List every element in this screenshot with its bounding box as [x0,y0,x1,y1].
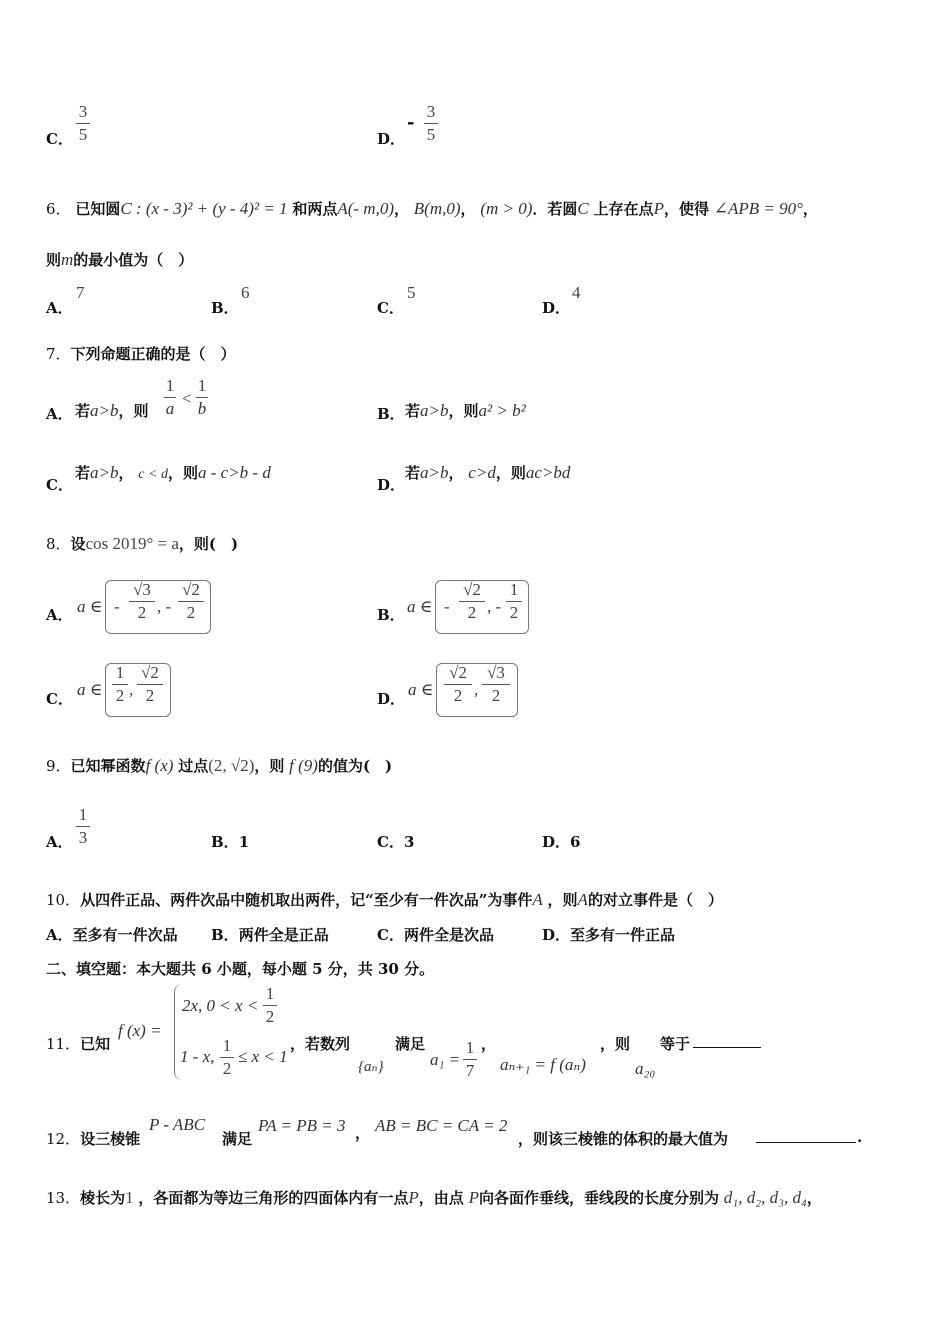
q7-option-b-text: 若a>b，则a² > b² [405,401,526,420]
q6-option-c-value: 5 [407,283,416,302]
q8-option-b-label: B． [377,606,405,624]
point-2-sqrt2: (2, √2) [208,756,255,775]
q12-number: 12． [46,1130,81,1148]
q11-number: 11． [46,1035,81,1053]
a1-equals: a₁ = [430,1050,461,1069]
q7-option-a-fraction-1: 1 a [165,376,175,418]
q8-option-a-prefix: a ∈ [77,597,103,616]
m-condition: (m > 0) [480,199,533,218]
q6-option-d-value: 4 [572,283,581,302]
q5-option-c-fraction: 3 5 [76,102,90,145]
recurrence: aₙ₊₁ = f (aₙ) [500,1055,586,1074]
angle-condition: ∠APB = 90° [713,199,803,218]
q5-option-d-label: D． [377,130,406,148]
a20: a₂₀ [635,1059,656,1078]
q8-option-a-lower: √3 2 [129,580,155,623]
q12-answer-blank[interactable] [756,1128,856,1147]
q8-option-c-upper: √2 2 [137,663,163,706]
q8-option-d-lower: √2 2 [444,663,472,706]
q9-stem: 9．已知幂函数f (x) 过点(2, √2)，则 f (9)的值为( ) [46,756,393,775]
q10-option-a: A．至多有一件次品 [46,926,178,944]
condition-pa-pb: PA = PB = 3 [258,1116,346,1135]
q8-option-d-prefix: a ∈ [408,680,434,699]
q6-option-a-label: A． [46,299,73,317]
q8-option-b-lower: √2 2 [459,580,485,623]
q6-option-d-label: D． [542,299,571,317]
q11-case-2-right: ≤ x < 1 [238,1047,288,1066]
q5-option-d-sign: - [407,112,415,133]
q8-option-b-upper: 1 2 [506,580,522,623]
q11-answer-blank[interactable] [693,1033,761,1052]
q8-option-a-upper: √2 2 [178,580,204,623]
q6-option-c-label: C． [377,299,404,317]
q5-option-d-fraction: 3 5 [424,102,438,145]
q11-case-2-left: 1 - x, [180,1047,215,1066]
condition-ab-bc-ca: AB = BC = CA = 2 [375,1116,508,1135]
q9-option-c: C．3 [377,833,415,851]
q7-option-c-text: 若a>b， c < d，则a - c>b - d [75,463,271,482]
q8-option-c-lower: 1 2 [112,663,128,706]
a1-fraction: 1 7 [463,1038,477,1081]
q7-option-b-label: B． [377,405,405,423]
q6-question-line: 则m的最小值为（ ） [46,250,194,269]
q12-stem: 12．设三棱锥 [46,1130,141,1148]
q10-option-b: B．两件全是正品 [211,926,329,944]
cos-expression: cos 2019° = a [85,534,179,553]
q9-option-a-fraction: 1 3 [76,805,90,848]
q7-stem: 7．下列命题正确的是（ ） [46,345,236,363]
q8-stem: 8．设cos 2019° = a，则( ) [46,534,239,553]
point-a: A(- m,0) [337,199,394,218]
q10-stem: 10．从四件正品、两件次品中随机取出两件，记“至少有一件次品”为事件A ，则A的对立事件是（ ） [46,890,723,909]
q13-stem: 13．棱长为1 ，各面都为等边三角形的四面体内有一点P，由点 P向各面作垂线，垂线段的长度分别为 d₁, d₂, d₃, d₄， [46,1188,822,1207]
q6-option-b-value: 6 [241,283,250,302]
point-b: B(m,0) [413,199,461,218]
q9-option-a-label: A． [46,833,73,851]
q7-option-a-fraction-2: 1 b [197,376,207,418]
q13-number: 13． [46,1189,81,1207]
section-2-heading: 二、填空题：本大题共 6 小题，每小题 5 分，共 30 分。 [46,960,435,978]
q7-option-a-label: A． [46,405,73,423]
q8-option-d-label: D． [377,690,406,708]
q9-number: 9． [46,757,71,775]
q8-number: 8． [46,535,71,553]
circle-equation: C : (x - 3)² + (y - 4)² = 1 [120,199,288,218]
q11-case-2-fraction: 1 2 [220,1036,234,1079]
q7-number: 7． [46,345,71,363]
q11-case-1-fraction: 1 2 [263,984,277,1027]
q6-stem: 6． 已知圆C : (x - 3)² + (y - 4)² = 1 和两点A(- m,0)， B(m,0)， (m > 0)．若圆C 上存在点P，使得 ∠APB = 90°， [46,199,818,218]
q8-option-c-label: C． [46,690,73,708]
q6-number: 6． [46,200,71,218]
q8-option-c-prefix: a ∈ [77,680,103,699]
q6-option-b-label: B． [211,299,239,317]
q10-option-d: D．至多有一件正品 [542,926,676,944]
q8-option-a-label: A． [46,606,73,624]
q9-option-d: D．6 [542,833,581,851]
q7-option-a-text: 若a>b，则 [75,401,149,420]
perpendicular-lengths: d₁, d₂, d₃, d₄ [723,1188,807,1207]
q10-option-c: C．两件全是次品 [377,926,494,944]
q7-option-d-label: D． [377,476,406,494]
q9-option-b: B．1 [211,833,250,851]
less-than: < [182,389,192,408]
q10-number: 10． [46,891,81,909]
q5-option-c-label: C． [46,130,73,148]
sequence-an: {aₙ} [358,1059,384,1075]
q11-number-line: 11．已知 [46,1035,111,1053]
q8-option-d-upper: √3 2 [482,663,510,706]
q8-option-b-prefix: a ∈ [407,597,433,616]
q7-option-d-text: 若a>b， c>d，则ac>bd [405,463,571,482]
q6-option-a-value: 7 [76,283,85,302]
q11-case-1: 2x, 0 < x < [182,996,259,1015]
q7-option-c-label: C． [46,476,73,494]
q11-function: f (x) = [118,1021,162,1040]
pyramid: P - ABC [149,1115,206,1134]
